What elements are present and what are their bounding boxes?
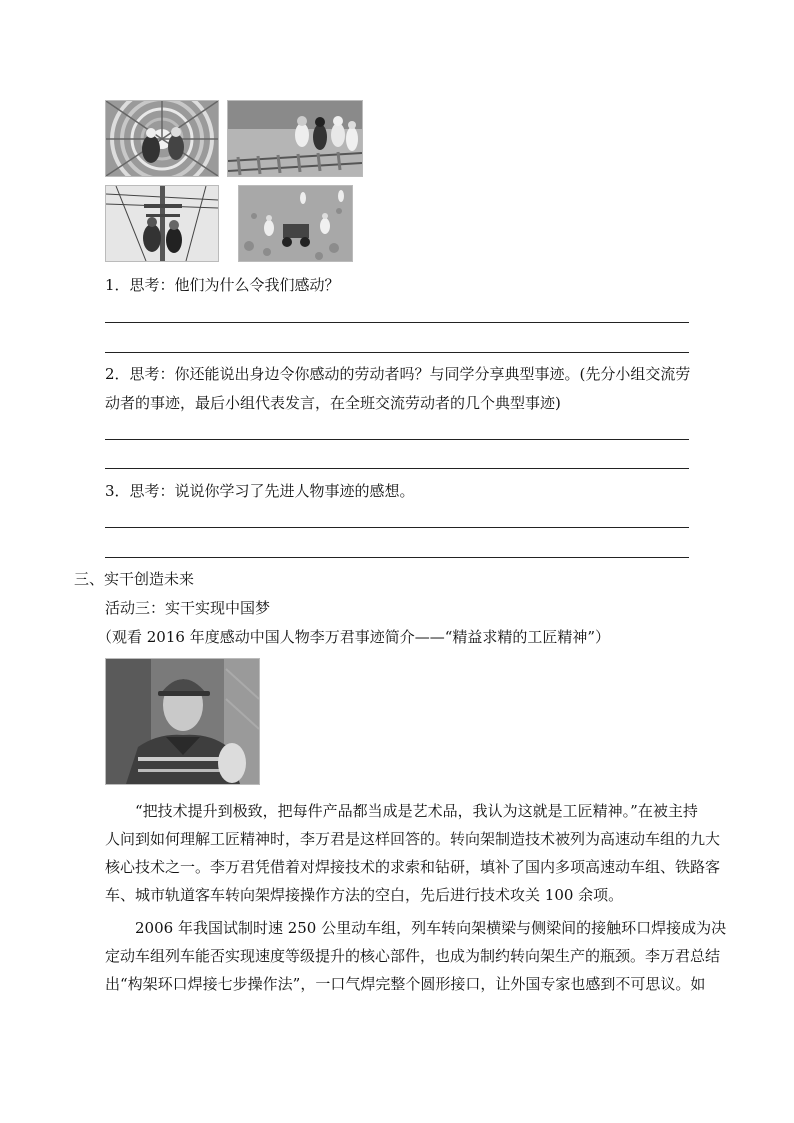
question-2-line-2: 动者的事迹，最后小组代表发言，在全班交流劳动者的几个典型事迹) (105, 394, 561, 412)
story-paragraph-2 (105, 914, 725, 998)
activity-title: 活动三：实干实现中国梦 (105, 599, 271, 617)
photo-field-workers (238, 185, 353, 262)
power-pole-image (106, 186, 218, 261)
railway-image (228, 101, 362, 176)
question-2-line-1: 2．思考：你还能说出身边令你感动的劳动者吗？与同学分享典型事迹。(先分小组交流劳 (105, 365, 691, 383)
answer-line[interactable] (105, 468, 689, 469)
field-image (239, 186, 352, 261)
question-1: 1．思考：他们为什么令我们感动？ (105, 276, 340, 294)
photo-li-wanjun (105, 658, 260, 785)
answer-line[interactable] (105, 322, 689, 323)
answer-line[interactable] (105, 352, 689, 353)
paragraph-line: 人问到如何理解工匠精神时，李万君是这样回答的。转向架制造技术被列为高速动车组的九大 (105, 830, 721, 848)
paragraph-line: 核心技术之一。李万君凭借着对焊接技术的求索和钻研，填补了国内多项高速动车组、铁路客 (105, 858, 721, 876)
paragraph-line: 2006 年我国试制时速 250 公里动车组，列车转向架横梁与侧梁间的接触环口焊接成为决 (135, 919, 727, 937)
answer-line[interactable] (105, 527, 689, 528)
paragraph-line: 车、城市轨道客车转向架焊接操作方法的空白，先后进行技术攻关 100 余项。 (105, 886, 624, 904)
answer-line[interactable] (105, 439, 689, 440)
paragraph-line: “把技术提升到极致，把每件产品都当成是艺术品，我认为这就是工匠精神。”在被主持 (135, 802, 698, 820)
photo-railway-workers (227, 100, 363, 177)
video-intro: （观看 2016 年度感动中国人物李万君事迹简介——“精益求精的工匠精神”） (97, 628, 611, 646)
paragraph-line: 出“构架环口焊接七步操作法”，一口气焊完整个圆形接口，让外国专家也感到不可思议。如 (105, 975, 706, 993)
paragraph-line: 定动车组列车能否实现速度等级提升的核心部件，也成为制约转向架生产的瓶颈。李万君总结 (105, 947, 721, 965)
portrait-image (106, 659, 259, 784)
answer-line[interactable] (105, 557, 689, 558)
photo-tunnel-workers (105, 100, 219, 177)
section-heading: 三、实干创造未来 (74, 570, 195, 588)
question-3: 3．思考：说说你学习了先进人物事迹的感想。 (105, 482, 415, 500)
tunnel-image (106, 101, 218, 176)
photo-power-line-workers (105, 185, 219, 262)
story-paragraph-1 (105, 797, 725, 909)
